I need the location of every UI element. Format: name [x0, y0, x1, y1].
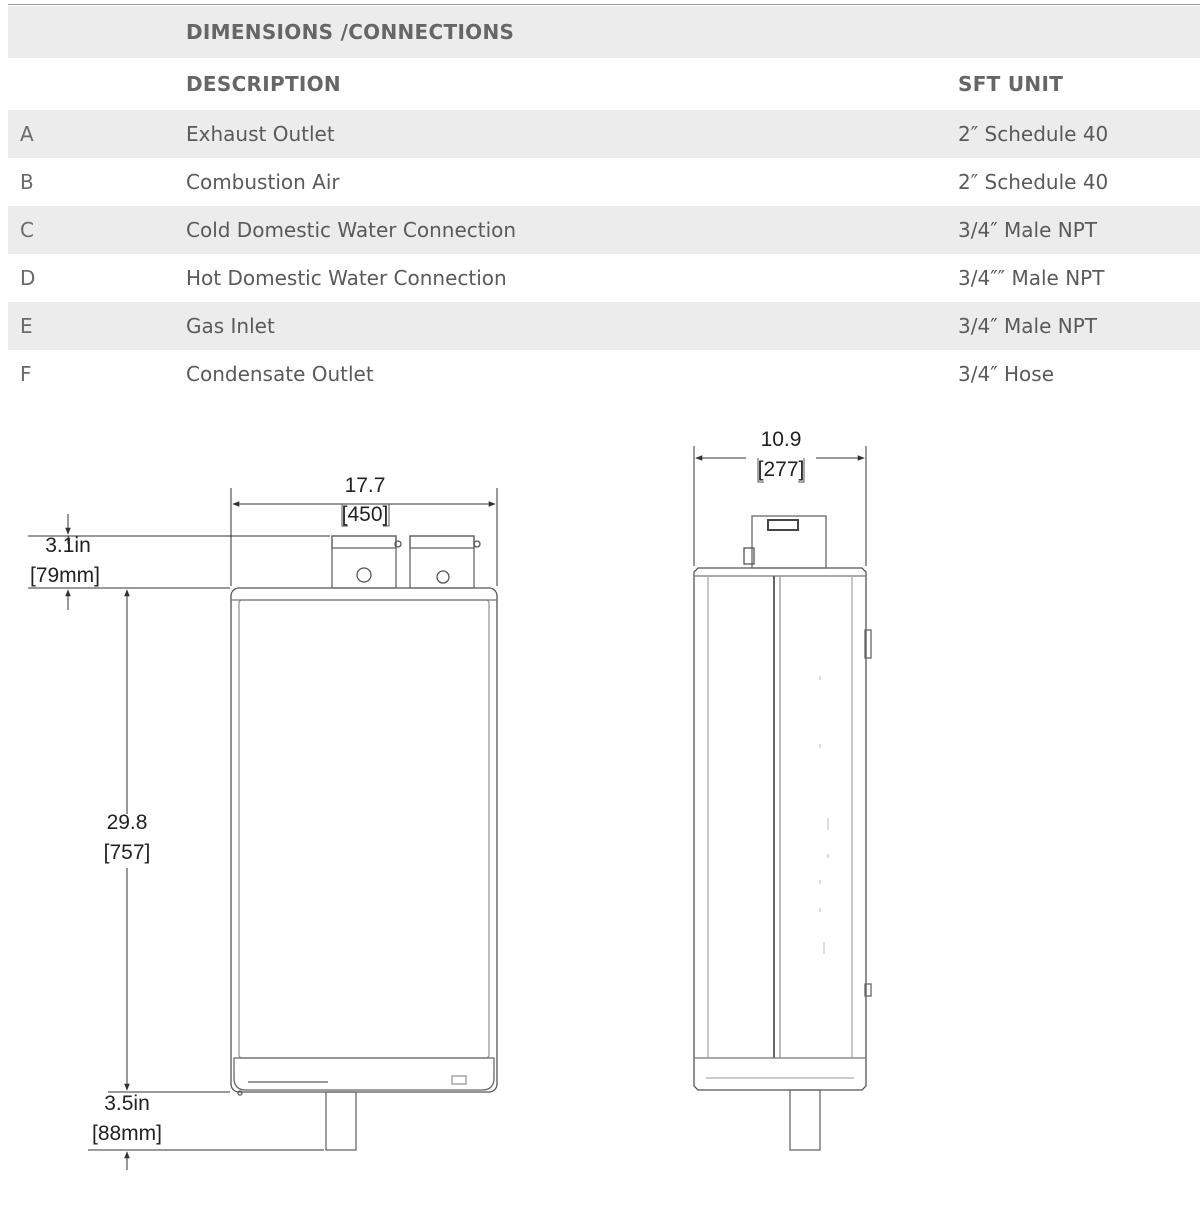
dimension-drawing	[8, 418, 900, 1172]
front-width-mm-label: [450]	[341, 503, 389, 526]
table-row	[8, 302, 1200, 350]
front-width-in-label: 17.7	[344, 474, 386, 497]
dimension-drawing-svg	[8, 418, 900, 1172]
exhaust-port-icon	[357, 568, 371, 582]
row-unit: 3/4″ Hose	[958, 362, 1055, 386]
bottom-clearance-dimension	[88, 1150, 324, 1170]
row-unit: 2″ Schedule 40	[958, 170, 1109, 194]
exhaust-pipe	[332, 536, 396, 588]
side-view	[694, 516, 871, 1150]
table-header-row	[8, 58, 1200, 110]
table-row	[8, 254, 1200, 302]
top-clearance-in-label: 3.1in	[45, 534, 91, 557]
row-letter: F	[20, 362, 32, 386]
row-description: Gas Inlet	[186, 314, 275, 338]
front-height-mm-label: [757]	[103, 841, 151, 864]
table-title-row	[8, 6, 1200, 58]
bottom-clearance-mm-label: [88mm]	[91, 1122, 163, 1145]
bottom-clearance-in-label: 3.5in	[104, 1092, 150, 1115]
table-row	[8, 206, 1200, 254]
table-row	[8, 350, 1200, 398]
table-row	[8, 110, 1200, 158]
row-description: Hot Domestic Water Connection	[186, 266, 507, 290]
top-rule	[8, 4, 1200, 5]
condensate-stub	[326, 1092, 356, 1150]
row-letter: C	[20, 218, 34, 242]
side-vent-pipe	[752, 516, 826, 568]
side-condensate-stub	[790, 1090, 820, 1150]
row-unit: 3/4″ Male NPT	[958, 218, 1097, 242]
row-letter: E	[20, 314, 33, 338]
row-unit: 3/4″″ Male NPT	[958, 266, 1105, 290]
row-description: Exhaust Outlet	[186, 122, 335, 146]
table-title: DIMENSIONS /CONNECTIONS	[186, 20, 515, 44]
row-unit: 2″ Schedule 40	[958, 122, 1109, 146]
dimensions-connections-table	[8, 6, 1200, 398]
row-description: Cold Domestic Water Connection	[186, 218, 517, 242]
front-view	[231, 536, 497, 1150]
unit-column-header: SFT UNIT	[958, 72, 1064, 96]
front-cabinet-panel	[239, 600, 489, 1058]
intake-port-icon	[437, 571, 449, 583]
row-letter: D	[20, 266, 36, 290]
description-column-header: DESCRIPTION	[186, 72, 341, 96]
side-depth-in-label: 10.9	[760, 428, 802, 451]
front-height-in-label: 29.8	[106, 811, 148, 834]
row-description: Combustion Air	[186, 170, 340, 194]
top-clearance-mm-label: [79mm]	[29, 564, 101, 587]
row-letter: A	[20, 122, 34, 146]
front-control-strip	[234, 1058, 494, 1090]
row-description: Condensate Outlet	[186, 362, 374, 386]
table-row	[8, 158, 1200, 206]
front-cabinet-outline	[231, 588, 497, 1092]
top-clearance-dimension	[28, 514, 330, 610]
row-letter: B	[20, 170, 34, 194]
row-unit: 3/4″ Male NPT	[958, 314, 1097, 338]
intake-pipe	[410, 536, 474, 588]
side-depth-mm-label: [277]	[757, 458, 805, 481]
